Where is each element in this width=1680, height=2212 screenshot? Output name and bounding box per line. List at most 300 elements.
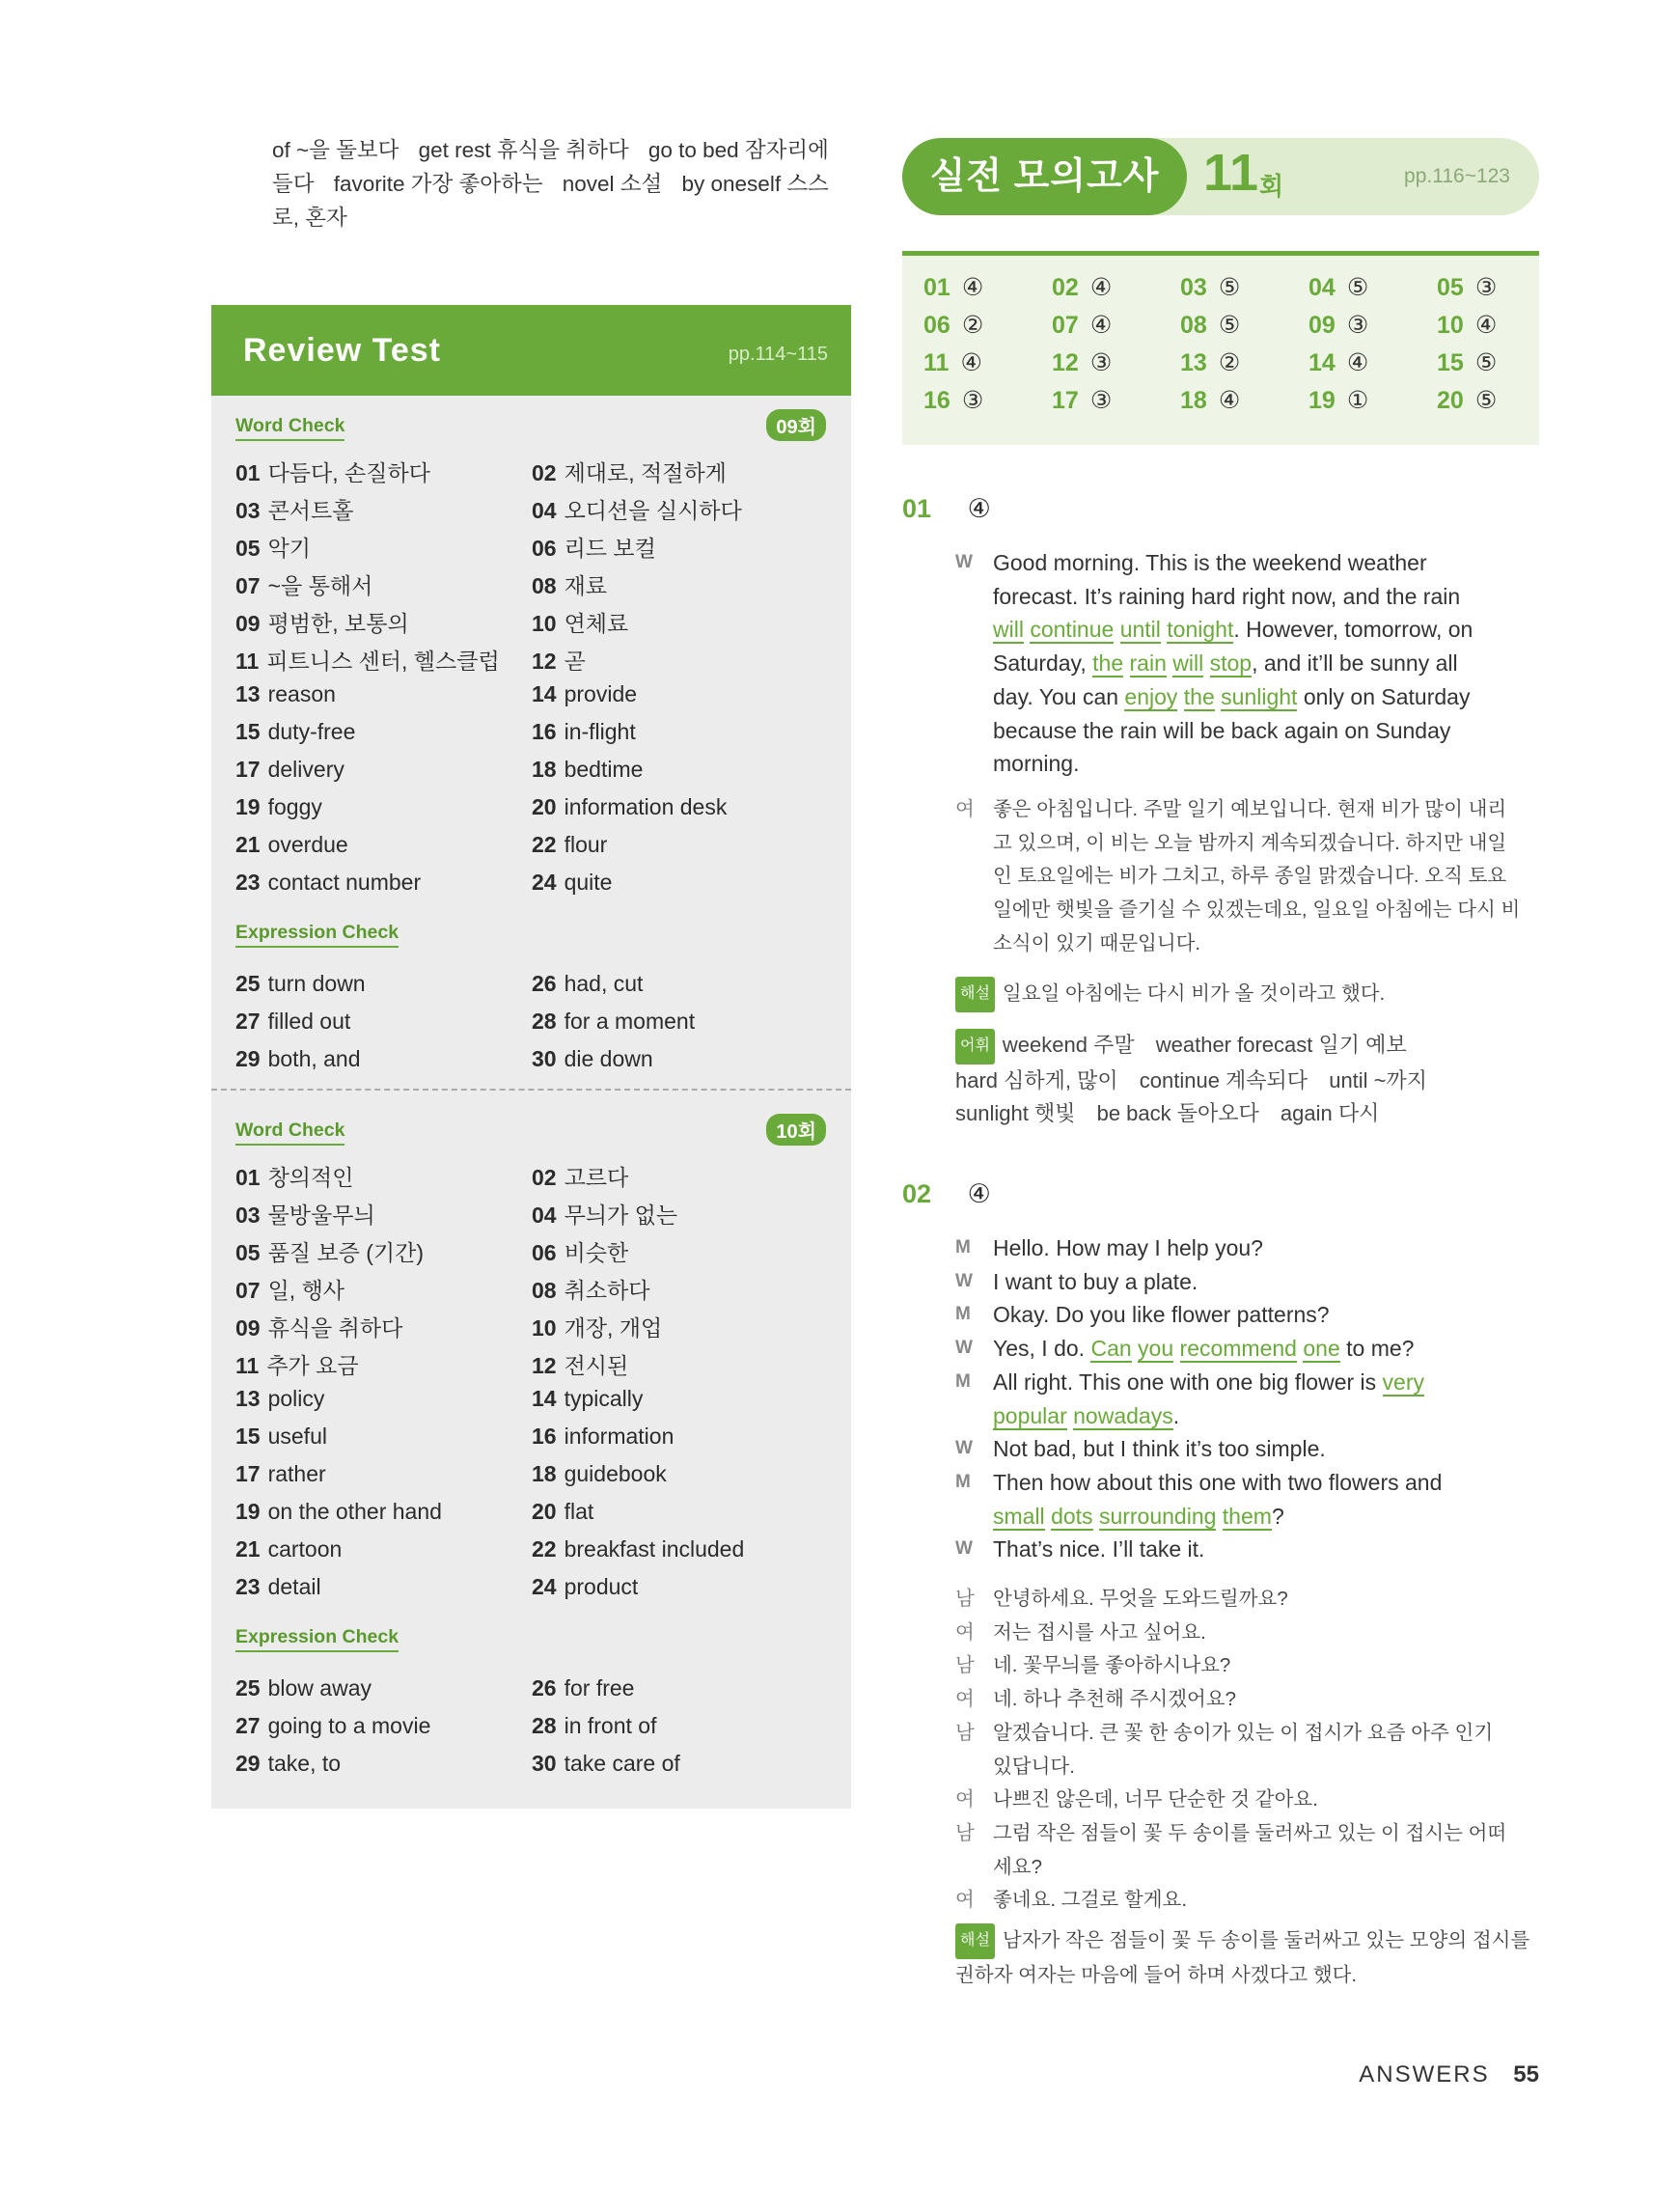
item-answer: useful	[267, 1424, 327, 1449]
speaker-label: W	[955, 1538, 973, 1560]
question-02-heading	[902, 1179, 991, 1209]
item-number: 13	[235, 681, 261, 706]
answer-choice: ⑤	[1474, 349, 1498, 376]
speaker-label	[955, 714, 993, 748]
expression-check-item	[235, 1675, 532, 1713]
key-phrase: until	[1119, 617, 1161, 643]
vocab-entry: continue 계속되다	[1139, 1067, 1308, 1092]
answer-number: 12	[1052, 349, 1079, 376]
word-check-row	[235, 719, 834, 757]
speaker-label	[955, 1399, 993, 1433]
item-answer: 다듬다, 손질하다	[267, 460, 430, 485]
word-check-item	[532, 568, 828, 606]
word-check-item	[532, 1574, 828, 1612]
expression-check-grid	[235, 971, 834, 1084]
answer-choice: ②	[961, 312, 984, 339]
answer-cell	[923, 386, 1052, 415]
item-answer: turn down	[267, 971, 366, 996]
word-check-item	[532, 1198, 828, 1235]
speaker-label: W	[955, 1270, 973, 1291]
question-01-vocab	[955, 1029, 1539, 1131]
word-check-item	[532, 681, 828, 719]
speaker-label: 여	[955, 1788, 975, 1811]
item-answer: 취소하다	[564, 1278, 650, 1303]
answer-number: 14	[1308, 349, 1336, 376]
item-number: 24	[532, 1574, 557, 1599]
script-text: Good morning. This is the weekend weather	[993, 550, 1427, 575]
expression-check-row	[235, 971, 834, 1009]
expression-check-item	[235, 1751, 532, 1788]
translation-text: 좋은 아침입니다. 주말 일기 예보입니다. 현재 비가 많이 내리	[993, 798, 1507, 820]
word-check-item	[235, 1499, 532, 1536]
answer-cell	[1437, 273, 1565, 302]
item-answer: take care of	[564, 1751, 680, 1776]
translation-text: 저는 접시를 사고 싶어요.	[993, 1620, 1206, 1644]
word-check-row	[235, 568, 834, 606]
script-line	[955, 1399, 1539, 1433]
item-answer: in front of	[564, 1713, 657, 1738]
item-number: 22	[532, 832, 557, 857]
item-answer: 휴식을 취하다	[267, 1315, 403, 1341]
script-text: Yes, I do. Can you recommend one to me?	[993, 1336, 1415, 1362]
item-answer: quite	[564, 870, 613, 895]
key-phrase: enjoy	[1124, 683, 1178, 709]
key-phrase: nowadays	[1073, 1402, 1173, 1428]
translation-text: 세요?	[993, 1855, 1043, 1878]
translation-text: 네. 꽃무늬를 좋아하시나요?	[993, 1654, 1231, 1677]
item-answer: breakfast included	[564, 1536, 745, 1562]
word-check-item	[235, 832, 532, 870]
item-answer: 전시된	[564, 1353, 629, 1378]
speaker-label: M	[955, 1304, 971, 1325]
script-text: Hello. How may I help you?	[993, 1235, 1263, 1260]
word-check-item	[235, 681, 532, 719]
vocab-entry: be back 돌아오다	[1096, 1101, 1259, 1126]
word-check-item	[235, 568, 532, 606]
word-check-label: Word Check	[235, 415, 344, 441]
vocab-entry: again 다시	[1280, 1101, 1380, 1126]
item-number: 11	[235, 649, 260, 674]
key-phrase: sunlight	[1221, 683, 1298, 709]
item-number: 21	[235, 832, 261, 857]
script-line	[955, 1265, 1539, 1299]
explanation-tag: 해설	[955, 977, 995, 1012]
item-number: 04	[532, 1203, 557, 1228]
item-number: 30	[532, 1751, 557, 1776]
item-answer: 연체료	[564, 611, 629, 636]
mock-test-pages: pp.116~123	[1404, 165, 1510, 187]
question-answer: ④	[967, 494, 991, 523]
word-check-row	[235, 1235, 834, 1273]
question-02-script	[955, 1231, 1539, 1566]
item-number: 03	[235, 1203, 261, 1228]
speaker-label	[955, 647, 993, 680]
item-number: 17	[235, 757, 261, 782]
item-answer: ~을 통해서	[267, 573, 373, 598]
expression-check-item	[235, 1046, 532, 1084]
answer-cell	[1437, 348, 1565, 377]
item-number: 02	[532, 460, 557, 485]
speaker-label	[955, 613, 993, 647]
answer-cell	[1308, 386, 1437, 415]
speaker-label: W	[955, 1438, 973, 1459]
word-check-row	[235, 644, 834, 681]
translation-line	[955, 894, 1539, 927]
translation-text: 네. 하나 추천해 주시겠어요?	[993, 1688, 1237, 1711]
review-test-pages: pp.114~115	[728, 344, 828, 365]
item-number: 05	[235, 1240, 261, 1265]
word-check-item	[532, 1424, 828, 1461]
answer-number: 02	[1052, 274, 1079, 301]
answer-choice: ④	[960, 349, 982, 376]
word-check-item	[235, 1386, 532, 1424]
word-check-row	[235, 1160, 834, 1198]
word-check-row	[235, 1424, 834, 1461]
item-number: 27	[235, 1009, 261, 1034]
item-number: 26	[532, 971, 557, 996]
item-answer: filled out	[267, 1009, 351, 1034]
translation-text: 나쁘진 않은데, 너무 단순한 것 같아요.	[993, 1788, 1318, 1811]
item-number: 06	[532, 1240, 557, 1265]
word-check-item	[235, 1574, 532, 1612]
key-phrase: very	[1382, 1369, 1424, 1395]
script-text: day. You can enjoy the sunlight only on Saturday	[993, 683, 1471, 709]
answer-row	[923, 311, 1565, 340]
translation-line	[955, 1783, 1539, 1817]
item-number: 21	[235, 1536, 261, 1562]
word-check-item	[532, 719, 828, 757]
answer-choice: ③	[961, 387, 984, 414]
item-number: 07	[235, 573, 261, 598]
item-answer: blow away	[267, 1675, 372, 1700]
item-number: 05	[235, 536, 261, 561]
item-answer: cartoon	[267, 1536, 343, 1562]
page-footer	[1359, 2061, 1539, 2088]
item-number: 20	[532, 794, 557, 819]
translation-text: 좋네요. 그걸로 할게요.	[993, 1889, 1188, 1912]
answer-cell	[1180, 386, 1308, 415]
item-number: 23	[235, 870, 261, 895]
translation-text: 있답니다.	[993, 1755, 1075, 1778]
item-number: 25	[235, 971, 261, 996]
script-text: popular nowadays.	[993, 1402, 1180, 1428]
answer-cell	[923, 348, 1052, 377]
item-answer: 고르다	[564, 1165, 629, 1190]
answer-number: 18	[1180, 387, 1207, 414]
vocab-entry: of ~을 돌보다	[272, 138, 399, 162]
item-number: 29	[235, 1046, 261, 1071]
word-check-row	[235, 1273, 834, 1311]
vocab-entry: novel 소설	[562, 172, 663, 196]
translation-line	[955, 1884, 1539, 1918]
script-line	[955, 1466, 1539, 1500]
item-answer: 무늬가 없는	[564, 1203, 678, 1228]
speaker-label: 남	[955, 1654, 975, 1677]
answer-number: 16	[923, 387, 950, 414]
question-answer: ④	[967, 1179, 991, 1208]
vocab-entry: get rest 휴식을 취하다	[418, 138, 629, 162]
word-check-item	[532, 870, 828, 907]
script-text: Then how about this one with two flowers and	[993, 1469, 1443, 1495]
script-line	[955, 1231, 1539, 1265]
item-number: 29	[235, 1751, 261, 1776]
expression-check-row	[235, 1713, 834, 1751]
item-number: 01	[235, 1165, 261, 1190]
word-check-row	[235, 1311, 834, 1348]
word-check-item	[532, 493, 828, 531]
word-check-item	[235, 456, 532, 493]
answer-choice: ③	[1089, 349, 1113, 376]
key-phrase: Can	[1090, 1336, 1132, 1362]
item-number: 17	[235, 1461, 261, 1486]
round-badge: 09회	[766, 409, 826, 441]
answer-number: 15	[1437, 349, 1464, 376]
answer-choice: ③	[1474, 274, 1498, 301]
answer-number: 08	[1180, 312, 1207, 339]
item-answer: had, cut	[564, 971, 644, 996]
script-text: morning.	[993, 751, 1080, 777]
item-answer: 악기	[267, 536, 312, 561]
script-line	[955, 613, 1539, 647]
script-text: will continue until tonight. However, tomorrow, on	[993, 617, 1473, 643]
vocab-entry: by oneself 스스로, 혼자	[272, 172, 829, 230]
speaker-label: W	[955, 552, 973, 572]
word-check-grid	[235, 456, 834, 907]
item-answer: information	[564, 1424, 675, 1449]
item-number: 14	[532, 1386, 557, 1411]
expression-check-item	[532, 1675, 828, 1713]
answer-number: 10	[1437, 312, 1464, 339]
translation-line	[955, 793, 1539, 827]
expression-check-label: Expression Check	[235, 1626, 399, 1652]
item-answer: typically	[564, 1386, 644, 1411]
item-number: 08	[532, 1278, 557, 1303]
script-line	[955, 714, 1539, 748]
word-check-row	[235, 1574, 834, 1612]
speaker-label	[955, 1851, 993, 1885]
key-phrase: small	[993, 1503, 1045, 1529]
answer-row	[923, 348, 1565, 377]
item-number: 16	[532, 1424, 557, 1449]
item-number: 19	[235, 1499, 261, 1524]
item-number: 03	[235, 498, 261, 523]
item-number: 18	[532, 1461, 557, 1486]
item-number: 28	[532, 1713, 557, 1738]
key-phrase: them	[1222, 1503, 1272, 1529]
word-check-item	[532, 1160, 828, 1198]
item-answer: 창의적인	[267, 1165, 354, 1190]
answer-number: 09	[1308, 312, 1336, 339]
vocab-entry: weather forecast 일기 예보	[1155, 1033, 1407, 1057]
question-02-explanation	[955, 1923, 1539, 1992]
answer-cell	[1437, 386, 1565, 415]
key-phrase: will	[993, 617, 1024, 643]
mock-test-header	[902, 138, 1539, 215]
expression-check-item	[235, 1009, 532, 1046]
item-answer: overdue	[267, 832, 348, 857]
expression-check-item	[532, 1713, 828, 1751]
answer-choice: ⑤	[1474, 387, 1498, 414]
script-line	[955, 1500, 1539, 1534]
speaker-label: M	[955, 1237, 971, 1258]
item-number: 27	[235, 1713, 261, 1738]
answer-key-table	[902, 251, 1539, 445]
script-text: because the rain will be back again on Sunday	[993, 717, 1451, 743]
word-check-item	[532, 456, 828, 493]
speaker-label: 여	[955, 798, 975, 820]
translation-text: 알겠습니다. 큰 꽃 한 송이가 있는 이 접시가 요즘 아주 인기	[993, 1721, 1494, 1744]
word-check-item	[532, 1386, 828, 1424]
answer-number: 01	[923, 274, 950, 301]
item-answer: for a moment	[564, 1009, 696, 1034]
word-check-row	[235, 681, 834, 719]
word-check-item	[235, 719, 532, 757]
key-phrase: rain	[1129, 650, 1167, 677]
translation-line	[955, 1649, 1539, 1683]
question-number: 02	[902, 1179, 932, 1208]
speaker-label	[955, 1751, 993, 1784]
word-check-item	[235, 531, 532, 568]
item-number: 19	[235, 794, 261, 819]
script-line	[955, 747, 1539, 781]
word-check-item	[235, 493, 532, 531]
word-check-item	[235, 794, 532, 832]
word-check-item	[532, 531, 828, 568]
item-answer: 곧	[564, 649, 586, 674]
speaker-label: 남	[955, 1721, 975, 1744]
review-test-panel	[211, 305, 851, 1809]
answer-choice: ④	[961, 274, 984, 301]
footer-label: ANSWERS	[1359, 2061, 1490, 2088]
item-answer: 콘서트홀	[267, 498, 354, 523]
item-number: 28	[532, 1009, 557, 1034]
speaker-label: 여	[955, 1688, 975, 1711]
script-line	[955, 580, 1539, 614]
answer-choice: ⑤	[1218, 274, 1241, 301]
item-number: 12	[532, 1353, 557, 1378]
answer-choice: ⑤	[1346, 274, 1369, 301]
vocab-tag: 어휘	[955, 1029, 995, 1065]
speaker-label	[955, 927, 993, 961]
item-answer: 추가 요금	[266, 1353, 359, 1378]
key-phrase: stop	[1209, 650, 1253, 677]
item-answer: information desk	[564, 794, 728, 819]
item-number: 26	[532, 1675, 557, 1700]
mock-test-number: 11	[1203, 144, 1259, 202]
vocab-entry: sunlight 햇빛	[955, 1101, 1076, 1126]
answer-cell	[1308, 348, 1437, 377]
item-answer: duty-free	[267, 719, 356, 744]
word-check-item	[235, 870, 532, 907]
item-answer: 평범한, 보통의	[267, 611, 409, 636]
vocab-entry: go to bed 잠자리에 들다	[272, 138, 829, 196]
page-number: 55	[1513, 2061, 1539, 2088]
answer-choice: ③	[1089, 387, 1113, 414]
script-text: All right. This one with one big flower is very	[993, 1369, 1424, 1395]
script-line	[955, 1432, 1539, 1466]
speaker-label	[955, 827, 993, 861]
script-text: I want to buy a plate.	[993, 1268, 1198, 1294]
answer-cell	[923, 273, 1052, 302]
explanation-text: 를 권하자 여자는 마음에 들어 하며 사겠다고 했다.	[955, 1929, 1530, 1986]
item-number: 20	[532, 1499, 557, 1524]
vocab-entry: hard 심하게, 많이	[955, 1067, 1118, 1092]
word-check-row	[235, 1386, 834, 1424]
speaker-label: 남	[955, 1821, 975, 1844]
answer-cell	[1180, 311, 1308, 340]
answer-choice: ④	[1474, 312, 1498, 339]
key-phrase: will	[1172, 650, 1204, 677]
translation-line	[955, 1851, 1539, 1885]
word-check-row	[235, 794, 834, 832]
item-answer: 품질 보증 (기간)	[267, 1240, 425, 1265]
translation-line	[955, 1751, 1539, 1784]
expression-check-row	[235, 1751, 834, 1788]
round-divider	[211, 1089, 851, 1091]
word-check-item	[235, 757, 532, 794]
word-check-row	[235, 1499, 834, 1536]
key-phrase: one	[1303, 1336, 1340, 1362]
expression-check-item	[532, 1046, 828, 1084]
script-line	[955, 546, 1539, 580]
translation-text: 고 있으며, 이 비는 오늘 밤까지 계속되겠습니다. 하지만 내일	[993, 831, 1507, 854]
script-line	[955, 1533, 1539, 1566]
item-answer: product	[564, 1574, 639, 1599]
item-answer: flour	[564, 832, 608, 857]
question-02-translation	[955, 1583, 1539, 1918]
translation-text: 일에만 햇빛을 즐기실 수 있겠는데요, 일요일 아침에는 다시 비	[993, 899, 1521, 922]
item-answer: 일, 행사	[267, 1278, 345, 1303]
word-check-row	[235, 757, 834, 794]
script-line	[955, 680, 1539, 714]
script-line	[955, 1298, 1539, 1332]
item-number: 18	[532, 757, 557, 782]
answer-choice: ⑤	[1218, 312, 1241, 339]
item-answer: for free	[564, 1675, 635, 1700]
answer-cell	[1052, 348, 1180, 377]
word-check-item	[532, 1348, 828, 1386]
word-check-item	[235, 1273, 532, 1311]
explanation-tag: 해설	[955, 1923, 995, 1959]
item-number: 01	[235, 460, 261, 485]
question-01-heading	[902, 494, 991, 524]
script-text: That’s nice. I’ll take it.	[993, 1536, 1205, 1562]
word-check-item	[235, 1311, 532, 1348]
word-check-row	[235, 493, 834, 531]
word-check-item	[532, 644, 828, 681]
script-text: Not bad, but I think it’s too simple.	[993, 1436, 1326, 1462]
speaker-label	[955, 1500, 993, 1534]
question-01-translation	[955, 793, 1539, 961]
item-number: 06	[532, 536, 557, 561]
item-answer: flat	[564, 1499, 594, 1524]
item-number: 30	[532, 1046, 557, 1071]
item-number: 15	[235, 719, 261, 744]
translation-line	[955, 1583, 1539, 1617]
translation-line	[955, 927, 1539, 961]
key-phrase: tonight	[1167, 617, 1234, 643]
translation-text: 인 토요일에는 비가 그치고, 하루 종일 맑겠습니다. 오직 토요	[993, 865, 1507, 888]
item-answer: foggy	[267, 794, 322, 819]
key-phrase: surrounding	[1098, 1503, 1217, 1529]
item-answer: 리드 보컬	[564, 536, 656, 561]
word-check-row	[235, 870, 834, 907]
speaker-label: W	[955, 1338, 973, 1359]
script-line	[955, 1366, 1539, 1399]
translation-text: 안녕하세요. 무엇을 도와드릴까요?	[993, 1588, 1288, 1610]
script-line	[955, 1332, 1539, 1366]
answer-cell	[923, 311, 1052, 340]
